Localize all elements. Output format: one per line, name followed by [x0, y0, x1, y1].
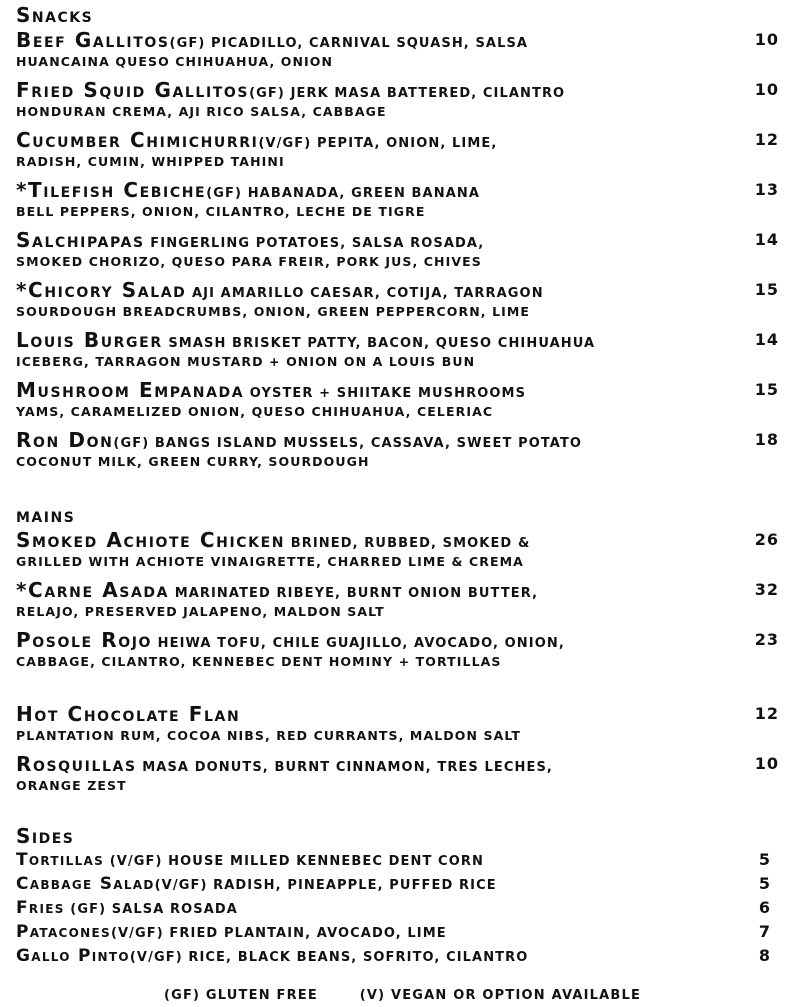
- item-line: [16, 378, 791, 402]
- item-description: RADISH, PINEAPPLE, PUFFED RICE: [207, 878, 497, 893]
- dietary-tag: (V/GF): [129, 950, 183, 965]
- item-price: 14: [754, 330, 779, 349]
- item-line: [16, 896, 791, 922]
- dietary-legend: [0, 988, 805, 1003]
- item-description: MASA DONUTS, BURNT CINNAMON, TRES LECHES,: [136, 760, 553, 775]
- mains-list: [16, 528, 791, 678]
- dietary-tag: (V/GF): [104, 854, 163, 869]
- item-price: 12: [754, 130, 779, 149]
- item-description: PICADILLO, CARNIVAL SQUASH, SALSA: [205, 36, 529, 51]
- item-description-cont: GRILLED WITH ACHIOTE VINAIGRETTE, CHARRED LIME & CREMA: [16, 554, 524, 569]
- sides-list: [16, 848, 791, 968]
- item-name: *Chicory Salad: [16, 278, 187, 302]
- menu-item: [16, 128, 791, 178]
- menu-item: [16, 872, 791, 896]
- item-name: Fried Squid Gallitos: [16, 78, 250, 102]
- item-line: [16, 628, 791, 652]
- item-price: 32: [754, 580, 779, 599]
- item-name: Cucumber Chimichurri: [16, 128, 259, 152]
- item-price: 23: [754, 630, 779, 649]
- menu-item: [16, 328, 791, 378]
- item-name: Mushroom Empanada: [16, 378, 245, 402]
- dietary-tag: (V/GF): [258, 136, 312, 151]
- dietary-tag: (GF): [249, 86, 285, 101]
- gluten-free-note: (GF) GLUTEN FREE: [163, 988, 318, 1003]
- item-price: 15: [754, 380, 779, 399]
- mains-section: [16, 502, 791, 678]
- menu-item: [16, 278, 791, 328]
- item-name: Beef Gallitos: [16, 28, 170, 52]
- item-price: 15: [754, 280, 779, 299]
- menu-item: [16, 628, 791, 678]
- item-price: 14: [754, 230, 779, 249]
- item-name: Gallo Pinto: [16, 946, 130, 966]
- item-name: *Tilefish Cebiche: [16, 178, 207, 202]
- item-description: AJI AMARILLO CAESAR, COTIJA, TARRAGON: [186, 286, 544, 301]
- item-line: [16, 28, 791, 52]
- item-line: [16, 872, 791, 898]
- item-description-cont: ORANGE ZEST: [16, 778, 127, 793]
- item-price: 18: [754, 430, 779, 449]
- item-description: SMASH BRISKET PATTY, BACON, QUESO CHIHUAHUA: [162, 336, 596, 351]
- menu-item: [16, 178, 791, 228]
- item-description: HEIWA TOFU, CHILE GUAJILLO, AVOCADO, ONION,: [152, 636, 565, 651]
- item-price: 10: [754, 30, 779, 49]
- item-name: Cabbage Salad: [16, 874, 155, 894]
- item-name: Fries: [16, 898, 65, 918]
- menu-item: [16, 428, 791, 478]
- menu-item: [16, 578, 791, 628]
- item-description-cont: SOURDOUGH BREADCRUMBS, ONION, GREEN PEPPERCORN, LIME: [16, 304, 531, 319]
- item-description: FINGERLING POTATOES, SALSA ROSADA,: [144, 236, 485, 251]
- item-description: BANGS ISLAND MUSSELS, CASSAVA, SWEET POTATO: [149, 436, 583, 451]
- desserts-list: [16, 702, 791, 802]
- menu-item: [16, 920, 791, 944]
- menu-item: [16, 896, 791, 920]
- snacks-section: [16, 2, 791, 478]
- desserts-section: [16, 702, 791, 802]
- vegan-note: (V) VEGAN OR OPTION AVAILABLE: [359, 988, 642, 1003]
- item-description-cont: HUANCAINA QUESO CHIHUAHUA, ONION: [16, 54, 334, 69]
- menu-item: [16, 528, 791, 578]
- item-description-cont: CABBAGE, CILANTRO, KENNEBEC DENT HOMINY + TORTILLAS: [16, 654, 502, 669]
- item-line: [16, 944, 791, 970]
- dietary-tag: (GF): [206, 186, 243, 201]
- item-description-cont: RADISH, CUMIN, WHIPPED TAHINI: [16, 154, 285, 169]
- item-description: RICE, BLACK BEANS, SOFRITO, CILANTRO: [182, 950, 529, 965]
- item-name: Rosquillas: [16, 752, 137, 776]
- item-description-cont: BELL PEPPERS, ONION, CILANTRO, LECHE DE TIGRE: [16, 204, 426, 219]
- menu-item: [16, 848, 791, 872]
- item-line: [16, 578, 791, 602]
- dietary-tag: (V/GF): [154, 878, 208, 893]
- item-name: Smoked Achiote Chicken: [16, 528, 286, 552]
- menu-item: [16, 702, 791, 752]
- item-description: MARINATED RIBEYE, BURNT ONION BUTTER,: [169, 586, 539, 601]
- item-name: Posole Rojo: [16, 628, 153, 652]
- item-price: 10: [754, 80, 779, 99]
- item-name: Salchipapas: [16, 228, 145, 252]
- item-description: PEPITA, ONION, LIME,: [311, 136, 498, 151]
- dietary-tag: (GF): [113, 436, 150, 451]
- menu-item: [16, 228, 791, 278]
- dietary-tag: (GF): [64, 902, 107, 917]
- menu-item: [16, 378, 791, 428]
- item-price: 12: [754, 704, 779, 723]
- item-description-cont: ICEBERG, TARRAGON MUSTARD + ONION ON A LOUIS BUN: [16, 354, 476, 369]
- item-name: Ron Don: [16, 428, 114, 452]
- item-price: 10: [754, 754, 779, 773]
- snacks-heading: Snacks: [16, 3, 94, 27]
- item-price: 5: [758, 874, 771, 893]
- item-description-cont: YAMS, CARAMELIZED ONION, QUESO CHIHUAHUA, CELERIAC: [16, 404, 494, 419]
- dietary-tag: (V/GF): [110, 926, 164, 941]
- item-line: [16, 328, 791, 352]
- item-description-cont: SMOKED CHORIZO, QUESO PARA FREIR, PORK JUS, CHIVES: [16, 254, 482, 269]
- menu-item: [16, 28, 791, 78]
- sides-section: [16, 823, 791, 968]
- menu-item: [16, 78, 791, 128]
- item-name: Louis Burger: [16, 328, 163, 352]
- item-line: [16, 228, 791, 252]
- menu-item: [16, 752, 791, 802]
- item-description: OYSTER + SHIITAKE MUSHROOMS: [244, 386, 527, 401]
- item-description-cont: COCONUT MILK, GREEN CURRY, SOURDOUGH: [16, 454, 370, 469]
- item-description-cont: HONDURAN CREMA, AJI RICO SALSA, CABBAGE: [16, 104, 387, 119]
- sides-heading: Sides: [16, 824, 75, 848]
- item-line: [16, 702, 791, 726]
- item-price: 7: [758, 922, 771, 941]
- mains-heading: mains: [16, 503, 76, 527]
- item-description: HABANADA, GREEN BANANA: [242, 186, 480, 201]
- menu-item: [16, 944, 791, 968]
- snacks-list: [16, 28, 791, 478]
- item-price: 26: [754, 530, 779, 549]
- item-line: [16, 920, 791, 946]
- item-name: Tortillas: [16, 850, 105, 870]
- item-line: [16, 752, 791, 776]
- item-description: JERK MASA BATTERED, CILANTRO: [284, 86, 566, 101]
- item-price: 6: [758, 898, 771, 917]
- item-line: [16, 128, 791, 152]
- item-description-cont: PLANTATION RUM, COCOA NIBS, RED CURRANTS, MALDON SALT: [16, 728, 522, 743]
- dietary-tag: (GF): [169, 36, 206, 51]
- item-name: Hot Chocolate Flan: [16, 702, 241, 726]
- item-name: *Carne Asada: [16, 578, 170, 602]
- item-line: [16, 78, 791, 102]
- item-price: 8: [758, 946, 771, 965]
- item-description: HOUSE MILLED KENNEBEC DENT CORN: [162, 854, 484, 869]
- item-description: SALSA ROSADA: [106, 902, 238, 917]
- item-line: [16, 848, 791, 874]
- item-line: [16, 278, 791, 302]
- item-description-cont: RELAJO, PRESERVED JALAPENO, MALDON SALT: [16, 604, 385, 619]
- item-line: [16, 428, 791, 452]
- item-price: 5: [758, 850, 771, 869]
- item-price: 13: [754, 180, 779, 199]
- item-line: [16, 528, 791, 552]
- item-description: BRINED, RUBBED, SMOKED &: [285, 536, 531, 551]
- item-description: FRIED PLANTAIN, AVOCADO, LIME: [163, 926, 447, 941]
- item-name: Patacones: [16, 922, 111, 942]
- item-line: [16, 178, 791, 202]
